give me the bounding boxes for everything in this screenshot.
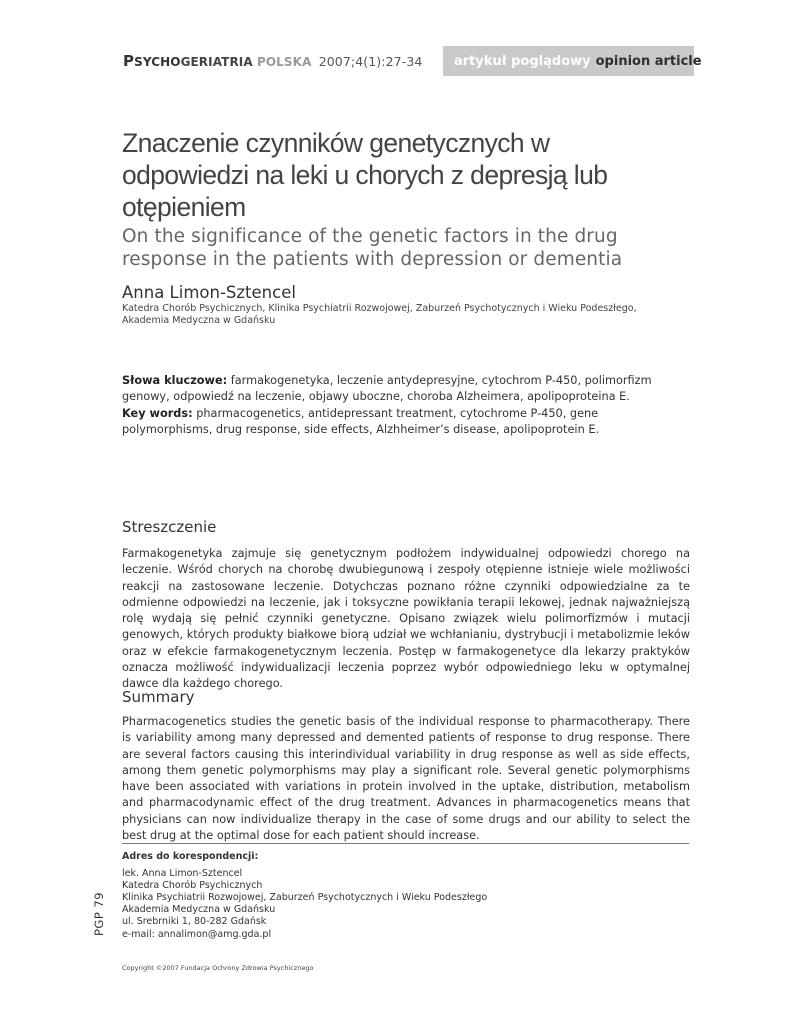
journal-name-polska: POLSKA: [256, 55, 312, 69]
correspondence-heading: Adres do korespondencji:: [122, 851, 259, 862]
streszczenie-text: Farmakogenetyka zajmuje się genetycznym podłożem indywidualnej odpowiedzi chorego na leczenie. Wśród chorych na chorobę dwubiegunową i zespoły otępienne istnieje wiele możliwości reakcji na zastosowane leczenie. Dotychczas poznano różne czynniki odpowiedzialne za te odmienne odpowiedzi na leczenie, jak i toksyczne powikłania terapii lekowej, jednak najważniejszą rolę wydają się pełnić czynniki genetyczne. Opisano związek wielu polimorfizmów i mutacji genowych, których produkty białkowe biorą udział we wchłanianiu, dystrybucji i metabolizmie leków oraz w efekcie farmakogenetycznym leczenia. Postęp w farmakogenetyce dla lekarzy praktyków oznacza możliwość indywidualizacji leczenia poprzez wybór odpowiedniego leku w optymalnej dawce dla każdego chorego.: [122, 547, 690, 691]
keywords-block: [122, 373, 688, 438]
correspondence-block: [122, 851, 487, 941]
correspondence-email[interactable]: e-mail: annalimon@amg.gda.pl: [122, 928, 272, 940]
streszczenie-heading: Streszczenie: [122, 518, 217, 536]
correspondence-line: ul. Srebrniki 1, 80-282 Gdańsk: [122, 916, 267, 928]
keywords-en-label: Key words:: [122, 406, 193, 420]
article-type-en: opinion article: [595, 53, 702, 69]
correspondence-line: Katedra Chorób Psychicznych: [122, 880, 263, 892]
page-number-label: PGP 79: [92, 891, 106, 936]
correspondence-line: lek. Anna Limon-Sztencel: [122, 868, 243, 880]
article-type-pl: artykuł poglądowy: [454, 53, 591, 69]
article-title-pl: Znaczenie czynników genetycznych w odpowiedzi na leki u chorych z depresją lub otępieniem: [122, 128, 608, 222]
keywords-en-text: pharmacogenetics, antidepressant treatment, cytochrome P-450, gene polymorphisms, drug response, side effects, Alzhheimer’s disease, apolipoprotein E.: [122, 406, 600, 436]
correspondence-line: Klinika Psychiatrii Rozwojowej, Zaburzeń Psychotycznych i Wieku Podeszłego: [122, 892, 488, 904]
author-name: Anna Limon-Sztencel: [122, 283, 296, 302]
article-type-badge: [443, 46, 702, 76]
summary-text: Pharmacogenetics studies the genetic basis of the individual response to pharmacotherapy. There is variability among many depressed and demented patients of response to drug response. There are several factors causing this interindividual variability in drug response as well as side effects, among them genetic polymorphisms may play a significant role. Several genetic polymorphisms have been associated with variations in protein involved in the uptake, distribution, metabolism and pharmacodynamic effect of the drug treatment. Advances in pharmacogenetics means that physicians can now individualize therapy in the case of some drugs and our ability to select the best drug at the optimal dose for each patient should increase.: [122, 715, 690, 843]
summary-heading: Summary: [122, 688, 195, 706]
article-title-en: On the significance of the genetic factors in the drug response in the patients with depression or dementia: [122, 226, 623, 270]
keywords-pl-label: Słowa kluczowe:: [122, 374, 228, 387]
journal-citation: 2007;4(1):27-34: [318, 54, 423, 69]
keywords-en: [122, 406, 688, 439]
divider-line: [122, 843, 689, 844]
correspondence-line: Akademia Medyczna w Gdańsku: [122, 904, 276, 916]
author-affiliation: Katedra Chorób Psychicznych, Klinika Psychiatrii Rozwojowej, Zaburzeń Psychotycznych i Wieku Podeszłego, Akademia Medyczna w Gdańsku: [122, 303, 637, 326]
journal-name-psycho: PSYCHO: [123, 52, 181, 70]
copyright-notice: Copyright ©2007 Fundacja Ochrony Zdrowia Psychicznego: [122, 964, 314, 972]
keywords-pl: [122, 373, 688, 406]
journal-name-geriatria: GERIATRIA: [180, 55, 253, 69]
keywords-pl-text: farmakogenetyka, leczenie antydepresyjne, cytochrom P-450, polimorfizm genowy, odpowiedź na leczenie, objawy uboczne, choroba Alzheimera, apolipoproteina E.: [122, 374, 652, 404]
journal-header: [123, 52, 422, 70]
